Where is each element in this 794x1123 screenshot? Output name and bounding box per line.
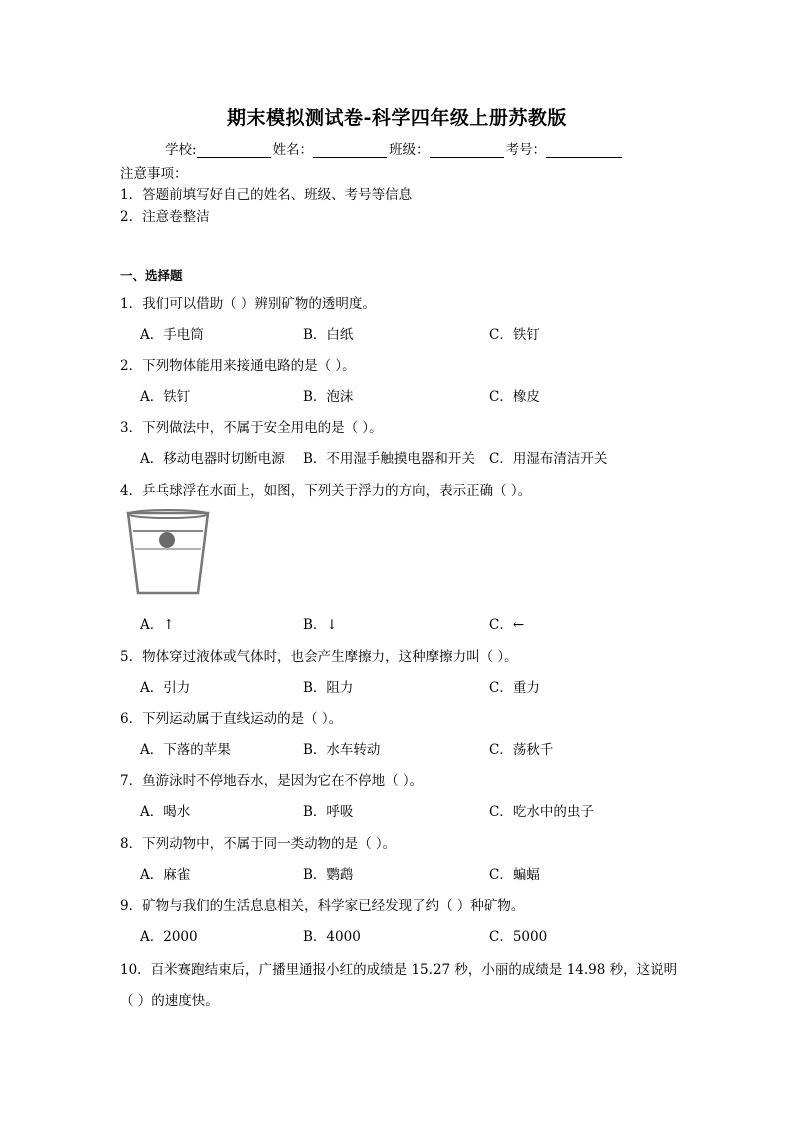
name-blank[interactable] (313, 143, 387, 158)
option-a[interactable]: A．手电筒 (140, 327, 204, 343)
section-heading: 一、选择题 (120, 268, 183, 283)
option-c[interactable]: C．蝙蝠 (489, 867, 540, 883)
option-c[interactable]: C．← (489, 617, 525, 633)
number-blank[interactable] (546, 143, 622, 158)
class-blank[interactable] (430, 143, 504, 158)
question-stem: 8．下列动物中，不属于同一类动物的是（ ）。 (120, 836, 397, 852)
option-b[interactable]: B．阻力 (303, 680, 354, 696)
option-c[interactable]: C．5000 (489, 929, 548, 945)
question-stem: 6．下列运动属于直线运动的是（ ）。 (120, 711, 343, 727)
question-stem: 5．物体穿过液体或气体时，也会产生摩擦力，这种摩擦力叫（ ）。 (120, 649, 518, 665)
option-a[interactable]: A．移动电器时切断电源 (140, 451, 285, 467)
option-b[interactable]: B．呼吸 (303, 804, 354, 820)
question-stem: 2．下列物体能用来接通电路的是（ ）。 (120, 358, 356, 374)
option-c[interactable]: C．荡秋千 (489, 742, 554, 758)
cup-with-ball-figure (124, 505, 212, 597)
option-c[interactable]: C．重力 (489, 680, 540, 696)
question-stem: 4．乒乓球浮在水面上，如图，下列关于浮力的方向，表示正确（ ）。 (120, 483, 532, 499)
class-label: 班级： (389, 142, 430, 158)
option-b[interactable]: B．白纸 (303, 327, 354, 343)
option-a[interactable]: A．2000 (140, 929, 198, 945)
option-a[interactable]: A．下落的苹果 (140, 742, 231, 758)
page-title: 期末模拟测试卷-科学四年级上册苏教版 (227, 107, 567, 129)
notice-item: 2．注意卷整洁 (120, 209, 210, 225)
option-a[interactable]: A．麻雀 (140, 867, 191, 883)
option-a[interactable]: A．↑ (140, 617, 175, 633)
option-a[interactable]: A．喝水 (140, 804, 191, 820)
number-label: 考号： (505, 142, 547, 158)
question-stem: 1．我们可以借助（ ）辨别矿物的透明度。 (120, 296, 376, 312)
question-stem: 9．矿物与我们的生活息息相关，科学家已经发现了约（ ）种矿物。 (120, 898, 525, 914)
option-a[interactable]: A．铁钉 (140, 389, 191, 405)
school-blank[interactable] (197, 143, 271, 158)
option-c[interactable]: C．用湿布清洁开关 (489, 451, 608, 467)
notice-heading: 注意事项： (120, 166, 188, 182)
option-a[interactable]: A．引力 (140, 680, 191, 696)
student-info-line (165, 138, 624, 158)
option-c[interactable]: C．橡皮 (489, 389, 540, 405)
option-b[interactable]: B．水车转动 (303, 742, 381, 758)
option-c[interactable]: C．吃水中的虫子 (489, 804, 594, 820)
name-label: 姓名： (272, 142, 314, 158)
question-stem: 3．下列做法中，不属于安全用电的是（ ）。 (120, 420, 383, 436)
option-b[interactable]: B．4000 (303, 929, 361, 945)
school-label: 学校: (165, 142, 197, 158)
question-stem: 7．鱼游泳时不停地吞水，是因为它在不停地（ ）。 (120, 773, 424, 789)
question-stem-continued: （ ）的速度快。 (120, 993, 219, 1009)
question-stem: 10．百米赛跑结束后，广播里通报小红的成绩是 15.27 秒，小丽的成绩是 14.98 秒，这说明 (120, 962, 678, 978)
option-b[interactable]: B．不用湿手触摸电器和开关 (303, 451, 475, 467)
option-b[interactable]: B．鹦鹉 (303, 867, 354, 883)
option-c[interactable]: C．铁钉 (489, 327, 540, 343)
option-b[interactable]: B．↓ (303, 617, 338, 633)
option-b[interactable]: B．泡沫 (303, 389, 354, 405)
notice-item: 1．答题前填写好自己的姓名、班级、考号等信息 (120, 187, 413, 203)
